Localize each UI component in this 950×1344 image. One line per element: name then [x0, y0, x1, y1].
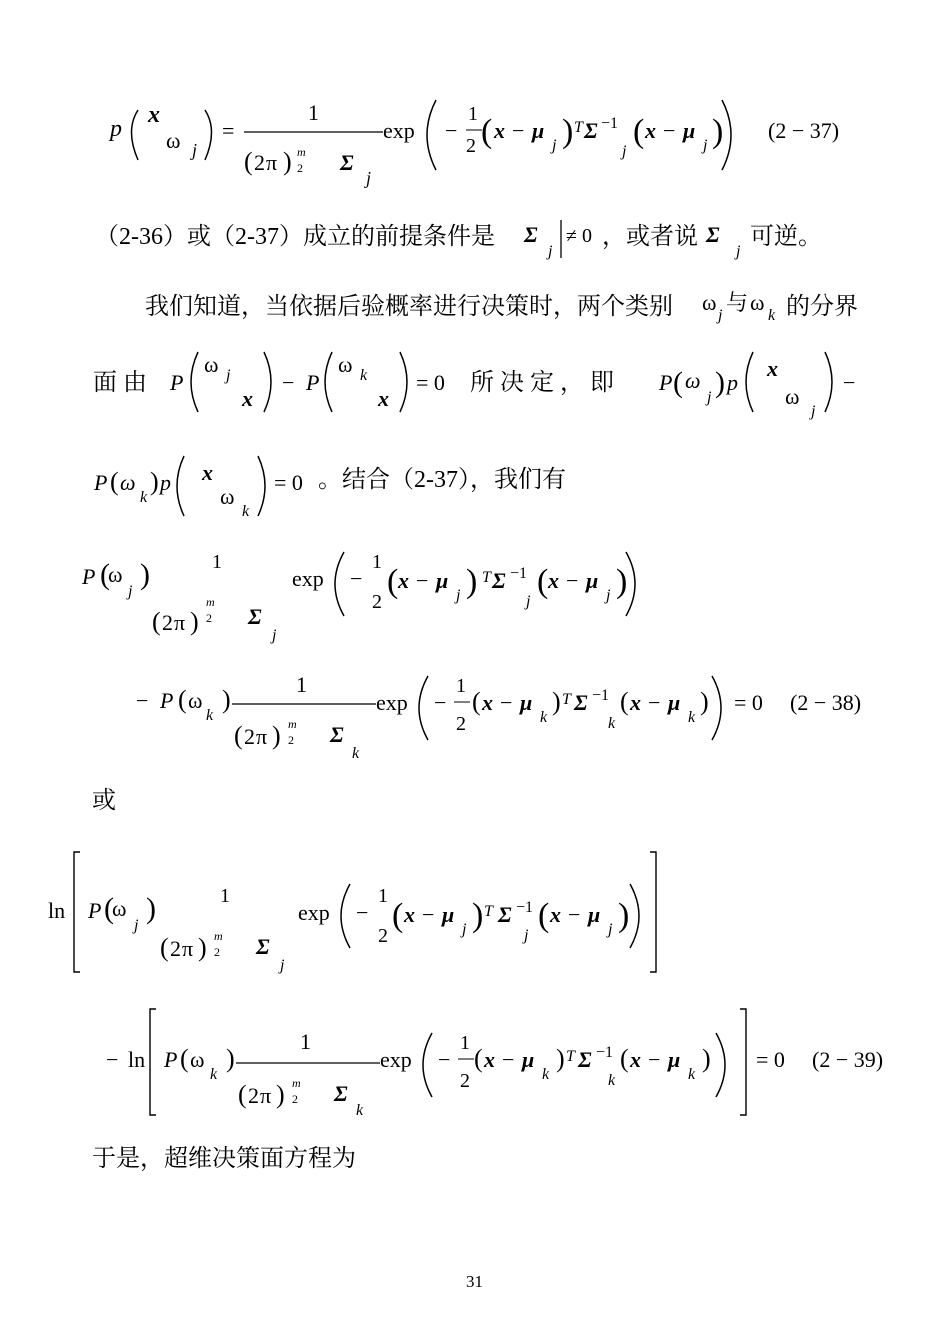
- svg-text:−: −: [434, 690, 447, 715]
- equation-2-39-line1: [0, 848, 950, 978]
- svg-text:(: (: [178, 685, 187, 714]
- eq-label-2-38: (2 − 38): [790, 690, 862, 715]
- svg-text:T: T: [562, 691, 571, 708]
- svg-text:Σ: Σ: [334, 1081, 348, 1106]
- svg-text:−: −: [566, 568, 579, 593]
- svg-text:): ): [190, 607, 199, 636]
- svg-text:−1: −1: [596, 1044, 614, 1061]
- svg-text:x: x: [404, 902, 415, 927]
- svg-text:j: j: [272, 627, 277, 644]
- svg-text:x: x: [550, 902, 561, 927]
- svg-text:2: 2: [162, 610, 173, 635]
- svg-text:2: 2: [206, 611, 212, 625]
- svg-text:2: 2: [292, 1092, 298, 1106]
- svg-text:1: 1: [460, 1032, 470, 1054]
- svg-text:Σ: Σ: [706, 222, 720, 247]
- svg-text:ω: ω: [188, 688, 203, 713]
- paragraph-boundary: 我们知道，当依据后验概率进行决策时，两个类别: [145, 294, 673, 320]
- svg-text:j: j: [707, 389, 712, 406]
- svg-text:P: P: [94, 470, 108, 495]
- svg-text:Σ: Σ: [584, 118, 598, 143]
- svg-text:): ): [715, 366, 725, 399]
- svg-text:2: 2: [378, 925, 388, 947]
- svg-text:ω: ω: [702, 290, 717, 315]
- svg-text:Σ: Σ: [524, 222, 538, 247]
- svg-text:ω: ω: [190, 1047, 205, 1072]
- svg-text:μ: μ: [522, 1047, 535, 1072]
- svg-text:(: (: [180, 1044, 189, 1073]
- page-number: 31: [466, 1272, 483, 1291]
- svg-text:): ): [198, 933, 207, 962]
- svg-text:−: −: [106, 1047, 119, 1072]
- svg-text:x: x: [548, 568, 559, 593]
- svg-text:−: −: [422, 902, 435, 927]
- svg-text:x: x: [378, 386, 389, 411]
- svg-text:1: 1: [296, 672, 307, 697]
- paragraph-condition: （2-36）或（2-37）成立的前提条件是: [95, 224, 495, 250]
- svg-text:m: m: [292, 1076, 301, 1090]
- svg-text:2: 2: [297, 161, 303, 175]
- svg-text:(: (: [620, 1044, 629, 1073]
- svg-text:2: 2: [460, 1070, 470, 1092]
- svg-text:): ): [702, 1044, 711, 1073]
- svg-text:j: j: [462, 921, 467, 938]
- svg-text:p: p: [160, 470, 171, 495]
- svg-text:exp: exp: [376, 690, 408, 715]
- prior-likelihood-j: [655, 344, 865, 424]
- svg-text:k: k: [242, 503, 250, 520]
- svg-text:x: x: [202, 460, 213, 485]
- eq-label-2-39: (2 − 39): [812, 1047, 884, 1072]
- svg-text:(: (: [537, 563, 549, 600]
- svg-text:(: (: [238, 1080, 247, 1109]
- svg-text:(: (: [392, 897, 404, 934]
- svg-text:μ: μ: [532, 118, 545, 143]
- svg-text:μ: μ: [436, 568, 449, 593]
- svg-text:(: (: [110, 467, 119, 496]
- svg-text:j: j: [608, 921, 613, 938]
- equation-2-37: [0, 80, 950, 200]
- svg-text:μ: μ: [520, 690, 533, 715]
- svg-text:p: p: [727, 370, 738, 395]
- svg-text:−: −: [648, 690, 661, 715]
- svg-text:−: −: [843, 370, 856, 395]
- paragraph-hyperplane: 于是，超维决策面方程为: [92, 1146, 356, 1172]
- svg-text:(: (: [620, 687, 629, 716]
- equation-2-38-line1: [0, 540, 950, 650]
- sigma-j-symbol: [704, 216, 750, 264]
- svg-text:P: P: [164, 1047, 178, 1072]
- svg-text:x: x: [398, 568, 409, 593]
- svg-text:2: 2: [214, 945, 220, 959]
- svg-text:j: j: [128, 583, 133, 600]
- svg-text:π: π: [174, 610, 186, 635]
- svg-text:−: −: [568, 902, 581, 927]
- svg-text:(: (: [152, 607, 161, 636]
- svg-text:x: x: [242, 386, 253, 411]
- svg-text:j: j: [192, 140, 198, 160]
- svg-text:j: j: [226, 367, 231, 384]
- svg-text:k: k: [140, 489, 148, 506]
- svg-text:j: j: [526, 593, 531, 610]
- svg-text:Σ: Σ: [574, 690, 588, 715]
- svg-text:ω: ω: [220, 484, 235, 509]
- svg-text:T: T: [484, 903, 493, 920]
- svg-text:2: 2: [248, 1083, 259, 1108]
- svg-text:x: x: [484, 1047, 495, 1072]
- svg-text:= 0: = 0: [756, 1047, 785, 1072]
- eq-label-2-37: (2 − 37): [768, 118, 840, 143]
- svg-text:1: 1: [300, 1029, 311, 1054]
- or-text: 或: [92, 788, 116, 814]
- sigma-j-nonsingular: [520, 216, 600, 264]
- svg-text:ln: ln: [128, 1047, 146, 1072]
- posterior-difference: [160, 344, 470, 420]
- svg-text:): ): [552, 687, 561, 716]
- svg-text:−: −: [282, 370, 295, 395]
- svg-text:2: 2: [254, 150, 265, 175]
- svg-text:k: k: [352, 745, 360, 762]
- svg-text:m: m: [297, 145, 306, 159]
- svg-text:2: 2: [244, 724, 255, 749]
- svg-text:μ: μ: [586, 568, 599, 593]
- prior-likelihood-k: [90, 450, 330, 522]
- svg-text:(: (: [673, 366, 683, 399]
- svg-text:μ: μ: [668, 690, 681, 715]
- svg-text:x: x: [148, 102, 160, 128]
- svg-text:Σ: Σ: [330, 722, 344, 747]
- svg-text:k: k: [688, 709, 696, 726]
- svg-text:k: k: [210, 1066, 218, 1083]
- svg-text:ω: ω: [112, 896, 127, 921]
- svg-text:Σ: Σ: [340, 150, 354, 175]
- svg-text:−: −: [663, 118, 676, 143]
- svg-text:k: k: [360, 367, 368, 384]
- paragraph-face: 面 由: [93, 370, 147, 396]
- svg-text:≠ 0: ≠ 0: [566, 225, 592, 247]
- svg-text:m: m: [206, 595, 215, 609]
- svg-text:j: j: [134, 917, 139, 934]
- svg-text:P: P: [160, 688, 174, 713]
- svg-text:(: (: [538, 897, 550, 934]
- svg-text:ω: ω: [120, 470, 136, 495]
- svg-text:exp: exp: [292, 566, 324, 591]
- svg-text:exp: exp: [380, 1047, 412, 1072]
- svg-text:k: k: [608, 1072, 616, 1089]
- svg-text:T: T: [482, 569, 491, 586]
- svg-text:(: (: [472, 687, 481, 716]
- svg-text:P: P: [170, 370, 184, 395]
- svg-text:): ): [556, 1044, 565, 1073]
- svg-text:= 0: = 0: [416, 370, 445, 395]
- svg-text:ω: ω: [108, 562, 123, 587]
- svg-text:): ): [272, 721, 281, 750]
- svg-text:= 0: = 0: [734, 690, 763, 715]
- svg-text:exp: exp: [298, 900, 330, 925]
- svg-text:(: (: [244, 147, 253, 176]
- svg-text:): ): [472, 897, 484, 934]
- svg-text:1: 1: [378, 885, 388, 907]
- svg-text:(: (: [633, 113, 645, 150]
- svg-text:ln: ln: [48, 898, 66, 923]
- svg-text:): ): [616, 563, 628, 600]
- svg-text:(: (: [387, 563, 399, 600]
- svg-text:k: k: [356, 1102, 364, 1119]
- svg-text:1: 1: [468, 103, 478, 125]
- svg-text:): ): [140, 558, 150, 591]
- svg-text:x: x: [494, 118, 505, 143]
- svg-text:): ): [712, 113, 724, 150]
- svg-text:ω: ω: [750, 290, 765, 315]
- svg-text:2: 2: [466, 135, 476, 157]
- svg-text:2: 2: [288, 733, 294, 747]
- svg-text:k: k: [206, 707, 214, 724]
- svg-text:−: −: [350, 566, 363, 591]
- svg-text:−1: −1: [510, 565, 528, 582]
- svg-text:Σ: Σ: [248, 604, 262, 629]
- svg-text:= 0: = 0: [274, 470, 303, 495]
- svg-text:ω: ω: [685, 368, 701, 393]
- svg-text:k: k: [608, 715, 616, 732]
- svg-text:j: j: [703, 137, 708, 154]
- svg-text:k: k: [688, 1066, 696, 1083]
- svg-text:T: T: [566, 1048, 575, 1065]
- svg-text:π: π: [260, 1083, 272, 1108]
- svg-text:−: −: [136, 688, 149, 713]
- svg-text:j: j: [456, 587, 461, 604]
- svg-text:Σ: Σ: [256, 934, 270, 959]
- svg-text:j: j: [606, 587, 611, 604]
- svg-text:): ): [700, 687, 709, 716]
- svg-text:−: −: [648, 1047, 661, 1072]
- svg-text:μ: μ: [668, 1047, 681, 1072]
- svg-text:T: T: [574, 119, 583, 136]
- svg-text:j: j: [622, 143, 627, 160]
- svg-text:=: =: [222, 118, 235, 143]
- svg-text:): ): [618, 897, 630, 934]
- svg-text:π: π: [256, 724, 268, 749]
- svg-text:P: P: [659, 370, 673, 395]
- svg-text:μ: μ: [683, 118, 696, 143]
- svg-text:−1: −1: [601, 115, 619, 132]
- svg-text:π: π: [266, 150, 278, 175]
- svg-text:−: −: [438, 1047, 451, 1072]
- equation-2-39-line2: [0, 1005, 950, 1125]
- svg-text:−: −: [356, 900, 369, 925]
- svg-text:ω: ω: [166, 128, 181, 153]
- svg-text:x: x: [767, 356, 778, 381]
- svg-text:): ): [222, 685, 231, 714]
- svg-text:Σ: Σ: [492, 568, 506, 593]
- svg-text:μ: μ: [588, 902, 601, 927]
- svg-text:P: P: [306, 370, 320, 395]
- svg-text:1: 1: [220, 885, 230, 907]
- svg-text:1: 1: [212, 551, 222, 573]
- svg-text:k: k: [768, 307, 776, 324]
- svg-text:j: j: [280, 957, 285, 974]
- svg-text:P: P: [88, 898, 102, 923]
- svg-text:−: −: [500, 690, 513, 715]
- svg-text:): ): [150, 467, 159, 496]
- paragraph-combine: 。结合（2-37），我们有: [318, 467, 566, 493]
- svg-text:−: −: [445, 118, 458, 143]
- svg-text:m: m: [288, 717, 297, 731]
- svg-text:j: j: [548, 243, 553, 260]
- svg-text:exp: exp: [383, 118, 415, 143]
- svg-text:−: −: [416, 568, 429, 593]
- svg-text:2: 2: [170, 936, 181, 961]
- svg-text:k: k: [540, 709, 548, 726]
- svg-text:Σ: Σ: [578, 1047, 592, 1072]
- svg-text:): ): [276, 1080, 285, 1109]
- svg-text:k: k: [542, 1066, 550, 1083]
- svg-text:2: 2: [456, 713, 466, 735]
- svg-text:j: j: [811, 403, 816, 420]
- svg-text:x: x: [645, 118, 656, 143]
- svg-text:ω: ω: [338, 352, 353, 377]
- svg-text:): ): [283, 147, 292, 176]
- svg-text:m: m: [214, 929, 223, 943]
- svg-text:与: 与: [726, 290, 749, 315]
- svg-text:): ): [146, 892, 156, 925]
- svg-text:π: π: [182, 936, 194, 961]
- svg-text:(: (: [481, 113, 493, 150]
- svg-text:j: j: [736, 243, 741, 260]
- svg-text:j: j: [718, 307, 723, 324]
- svg-text:(: (: [100, 558, 110, 591]
- svg-text:1: 1: [456, 675, 466, 697]
- svg-text:ω: ω: [204, 352, 219, 377]
- svg-text:): ): [466, 563, 478, 600]
- svg-text:j: j: [552, 137, 557, 154]
- svg-text:P: P: [82, 564, 96, 589]
- svg-text:x: x: [482, 690, 493, 715]
- svg-text:p: p: [110, 116, 122, 142]
- svg-text:j: j: [366, 168, 372, 188]
- svg-text:−1: −1: [592, 687, 610, 704]
- svg-text:−: −: [512, 118, 525, 143]
- equation-2-38-line2: [0, 662, 950, 772]
- svg-text:x: x: [630, 690, 641, 715]
- svg-text:(: (: [104, 892, 114, 925]
- svg-text:(: (: [234, 721, 243, 750]
- svg-text:(: (: [474, 1044, 483, 1073]
- svg-text:x: x: [630, 1047, 641, 1072]
- svg-text:): ): [562, 113, 574, 150]
- svg-text:1: 1: [308, 100, 319, 125]
- svg-text:1: 1: [372, 551, 382, 573]
- svg-text:): ): [226, 1044, 235, 1073]
- svg-text:(: (: [160, 933, 169, 962]
- svg-text:ω: ω: [785, 384, 800, 409]
- svg-text:2: 2: [372, 591, 382, 613]
- svg-text:μ: μ: [442, 902, 455, 927]
- svg-text:j: j: [524, 927, 529, 944]
- svg-text:−: −: [502, 1047, 515, 1072]
- svg-text:Σ: Σ: [498, 902, 512, 927]
- svg-text:−1: −1: [516, 899, 534, 916]
